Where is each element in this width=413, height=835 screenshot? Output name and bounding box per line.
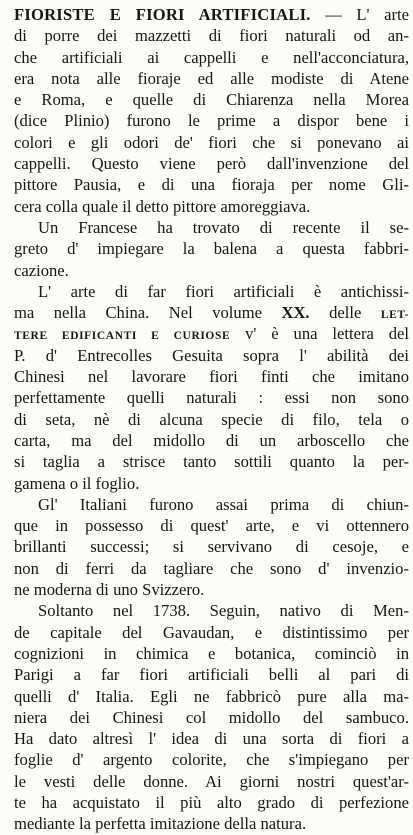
paragraph-3-line [14, 302, 409, 323]
paragraph-5-line: foglie d' argento colorite, che s'impiegano per [14, 750, 409, 770]
paragraph-1-line: pittore Pausia, e di una fioraja per nome Gli- [14, 175, 409, 195]
paragraph-1-line-1 [14, 4, 409, 25]
paragraph-4-line: que in possesso di quest' arte, e vi ottennero [14, 516, 409, 536]
paragraph-1-text: — L' arte [310, 5, 409, 24]
paragraph-1-line: di porre dei mazzetti di fiori naturali od an- [14, 26, 409, 46]
paragraph-3-text: ma nella China. Nel volume [14, 303, 282, 323]
paragraph-5-line: Soltanto nel 1738. Seguin, nativo di Men- [38, 601, 409, 621]
paragraph-3-line [14, 323, 409, 344]
paragraph-2-line: cazione. [14, 260, 69, 280]
paragraph-1-line: colori e gli odori de' fiori che si ponevano ai [14, 132, 409, 152]
paragraph-3-line: L' arte di far fiori artificiali è antichissi- [38, 281, 409, 301]
book-title-part: TERE EDIFICANTI E CURIOSE [14, 330, 231, 343]
paragraph-3-line: gamena o il foglio. [14, 473, 140, 493]
paragraph-5-line: mediante la perfetta imitazione della natura. [14, 814, 307, 834]
paragraph-3-text: v' è una lettera del [230, 324, 409, 344]
paragraph-1-line: e Roma, e quelle di Chiarenza nella Morea [14, 90, 409, 110]
paragraph-4-line: non di ferri da tagliare che sono d' invenzio- [14, 558, 409, 578]
paragraph-5-line: te ha acquistato il più alto grado di perfezione [14, 792, 409, 812]
paragraph-4-line: brillanti successi; si servivano di cesoje, e [14, 537, 409, 557]
paragraph-3-line: P. d' Entrecolles Gesuita sopra l' abilità dei [14, 345, 409, 365]
book-title-part: LET- [380, 309, 409, 322]
paragraph-4-line: ne moderna di uno Svizzero. [14, 580, 205, 600]
paragraph-5-line: Parigi a far fiori artificiali belli al pari di [14, 665, 409, 685]
paragraph-5-line: quelli d' Italia. Egli ne fabbricò pure alla ma- [14, 686, 409, 706]
paragraph-2-line: greto d' impiegare la balena a questa fabbri- [14, 239, 409, 259]
paragraph-3-line: Chinesi nel lavorare fiori finti che imitano [14, 367, 409, 387]
paragraph-3-text: delle [309, 303, 381, 323]
paragraph-3-line: si taglia a strisce tanto sottili quanto la per- [14, 452, 409, 472]
paragraph-4-line: Gl' Italiani furono assai prima di chiun- [38, 494, 409, 514]
paragraph-3-line: carta, ma del midollo di un arboscello che [14, 430, 409, 450]
paragraph-1-line: (dice Plinio) furono le prime a dispor bene i [14, 111, 409, 131]
paragraph-5-line: niera dei Chinesi col midollo del sambuco. [14, 707, 409, 727]
entry-headword: FIORISTE E FIORI ARTIFICIALI. [14, 5, 311, 24]
paragraph-1-line: era nota alle fioraje ed alle modiste di Atene [14, 68, 409, 88]
paragraph-1-line: cappelli. Questo viene però dall'invenzione del [14, 154, 409, 174]
paragraph-3-line: di seta, nè di alcuna specie di filo, tela o [14, 409, 409, 429]
paragraph-2-line: Un Francese ha trovato di recente il se- [38, 217, 409, 237]
volume-number: XX. [281, 303, 310, 323]
paragraph-3-line: perfettamente quelli naturali : essi non sono [14, 388, 409, 408]
paragraph-1-line: cera colla quale il detto pittore amoreggiava. [14, 196, 311, 216]
paragraph-1-line: che artificiali ai cappelli e nell'acconciatura, [14, 47, 409, 67]
paragraph-5-line: Ha dato altresì l' idea di una sorta di fiori a [14, 729, 409, 749]
paragraph-5-line: de capitale del Gavaudan, e distintissimo per [14, 622, 409, 642]
paragraph-5-line: cognizioni in chimica e botanica, cominciò in [14, 643, 409, 663]
paragraph-5-line: le vesti delle donne. Ai giorni nostri quest'ar- [14, 771, 409, 791]
